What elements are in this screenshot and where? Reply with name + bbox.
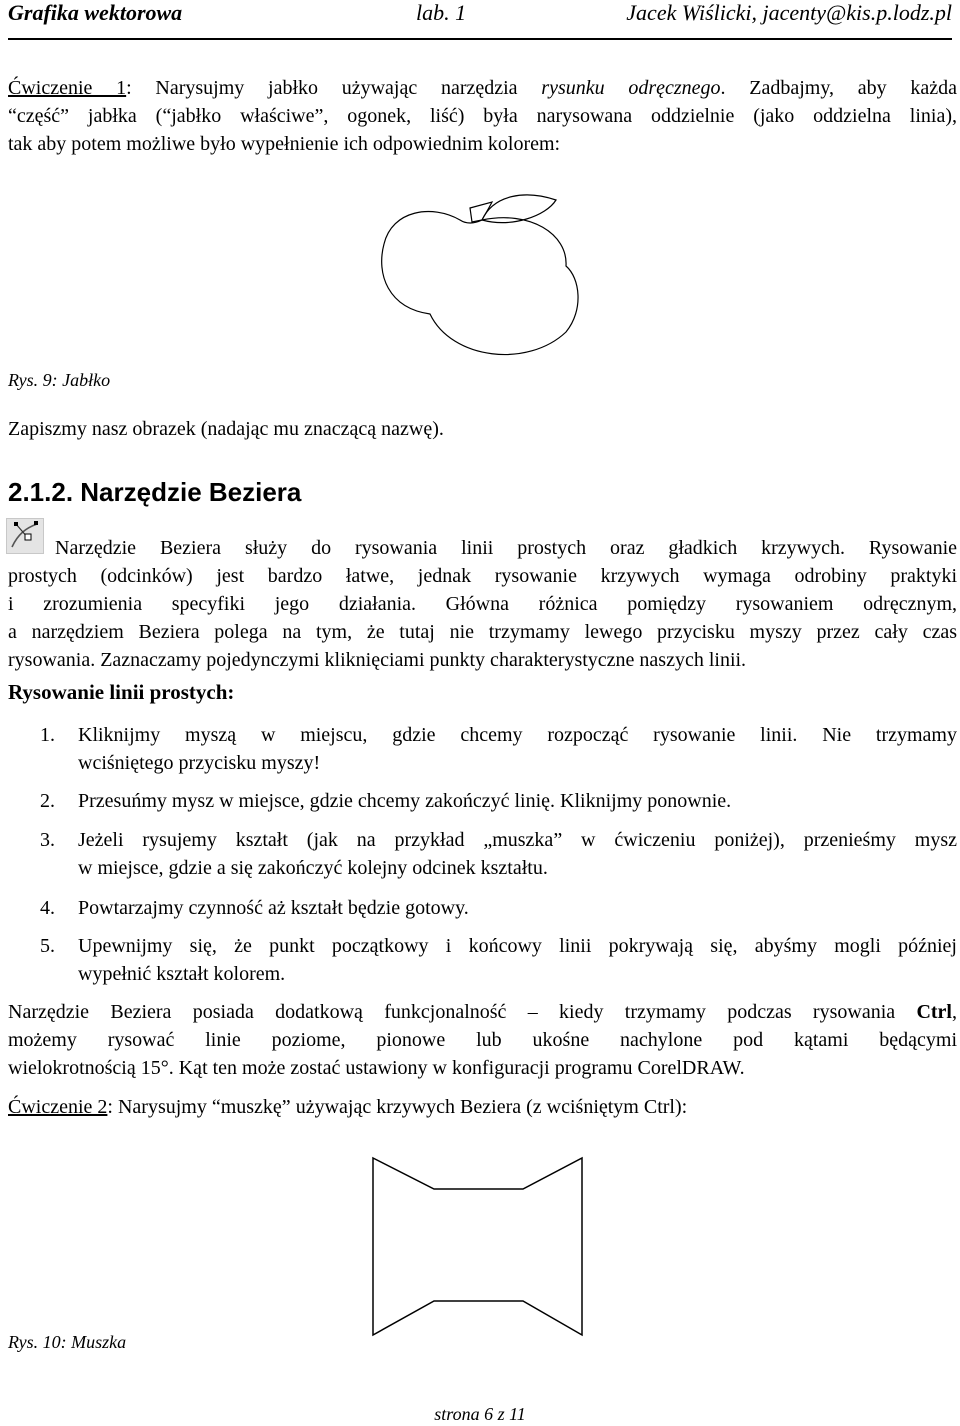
step-number: 4.	[40, 897, 55, 919]
figure-10-caption: Rys. 10: Muszka	[8, 1332, 127, 1352]
step-1-line-1: Kliknijmy myszą w miejscu, gdzie chcemy rozpocząć rysowanie linii. Nie trzymamy	[78, 724, 957, 746]
bowtie-outline	[373, 1158, 582, 1335]
apple-body	[382, 212, 578, 355]
step-5-line-2: wypełnić kształt kolorem.	[78, 963, 286, 985]
page-footer: strona 6 z 11	[434, 1404, 526, 1424]
ctrl-note-text: Narzędzie Beziera posiada dodatkową funkcjonalność – kiedy trzymamy podczas rysowania	[8, 1001, 917, 1023]
step-number: 3.	[40, 829, 55, 851]
exercise-2-text: : Narysujmy “muszkę” używając krzywych Beziera (z wciśniętym Ctrl):	[107, 1096, 688, 1118]
step-4-line-1: Powtarzajmy czynność aż kształt będzie gotowy.	[78, 897, 469, 919]
exercise-1-line-3: tak aby potem możliwe było wypełnienie ich odpowiednim kolorem:	[8, 133, 561, 155]
step-number: 5.	[40, 935, 55, 957]
figure-9-caption: Rys. 9: Jabłko	[8, 370, 111, 390]
exercise-1-paragraph	[8, 74, 957, 158]
step-2-line-1: Przesuńmy mysz w miejsce, gdzie chcemy zakończyć linię. Kliknijmy ponownie.	[78, 790, 732, 812]
page-header	[8, 0, 952, 40]
list-item	[8, 894, 957, 922]
ctrl-note-paragraph	[8, 998, 957, 1082]
list-item	[8, 826, 957, 882]
exercise-1-text: : Narysujmy jabłko używając narzędzia	[126, 77, 542, 99]
exercise-1-text-end: . Zadbajmy, aby każda	[720, 77, 958, 99]
apple-figure	[370, 182, 590, 367]
subheading-straight-lines: Rysowanie linii prostych:	[8, 680, 235, 704]
save-note: Zapiszmy nasz obrazek (nadając mu znaczącą nazwę).	[8, 418, 444, 440]
intro-line-4: a narzędziem Beziera polega na tym, że tutaj nie trzymamy lewego przycisku myszy przez cały czas	[8, 621, 957, 643]
list-item	[8, 932, 957, 988]
exercise-1-label: Ćwiczenie 1	[8, 77, 127, 99]
step-number: 1.	[40, 724, 55, 746]
freehand-tool-name: rysunku odręcznego	[541, 77, 721, 99]
intro-line-2: prostych (odcinków) jest bardzo łatwe, jednak rysowanie krzywych wymaga odrobiny praktyki	[8, 565, 957, 587]
intro-line-1: Narzędzie Beziera służy do rysowania linii prostych oraz gładkich krzywych. Rysowanie	[55, 537, 957, 559]
step-3-line-1: Jeżeli rysujemy kształt (jak na przykład „muszka” w ćwiczeniu poniżej), przenieśmy mysz	[78, 829, 957, 851]
step-5-line-1: Upewnijmy się, że punkt początkowy i końcowy linii pokrywają się, abyśmy mogli później	[78, 935, 957, 957]
step-1-line-2: wciśniętego przycisku myszy!	[78, 752, 321, 774]
step-3-line-2: w miejsce, gdzie a się zakończyć kolejny odcinek kształtu.	[78, 857, 548, 879]
ctrl-note-comma: ,	[952, 1001, 957, 1023]
bezier-intro-paragraph	[8, 534, 957, 674]
ctrl-note-line-3: wielokrotnością 15°. Kąt ten może zostać ustawiony w konfiguracji programu CorelDRAW.	[8, 1057, 745, 1079]
ctrl-note-line-1	[8, 998, 957, 1026]
header-title: Grafika wektorowa	[8, 0, 183, 25]
exercise-1-line-1	[8, 74, 957, 102]
exercise-2-label: Ćwiczenie 2	[8, 1096, 108, 1118]
step-number: 2.	[40, 790, 55, 812]
ctrl-note-line-2: możemy rysować linie poziome, pionowe lub ukośne nachylone pod kątami będącymi	[8, 1029, 957, 1051]
list-item	[8, 721, 957, 777]
bowtie-figure	[368, 1153, 588, 1343]
list-item	[8, 787, 957, 815]
exercise-1-line-2: “część” jabłka (“jabłko właściwe”, ogonek, liść) była narysowana oddzielnie (jako oddzielna linia),	[8, 105, 957, 127]
intro-line-5: rysowania. Zaznaczamy pojedynczymi kliknięciami punkty charakterystyczne naszych linii.	[8, 649, 747, 671]
ctrl-key-name: Ctrl	[916, 1001, 952, 1023]
exercise-2-paragraph	[8, 1093, 687, 1121]
intro-line-3: i zrozumienia specyfiki jego działania. Główna różnica pomiędzy rysowaniem odręcznym,	[8, 593, 957, 615]
header-lab: lab. 1	[416, 0, 467, 25]
section-heading: 2.1.2. Narzędzie Beziera	[8, 477, 302, 507]
header-author: Jacek Wiślicki, jacenty@kis.p.lodz.pl	[626, 0, 952, 25]
